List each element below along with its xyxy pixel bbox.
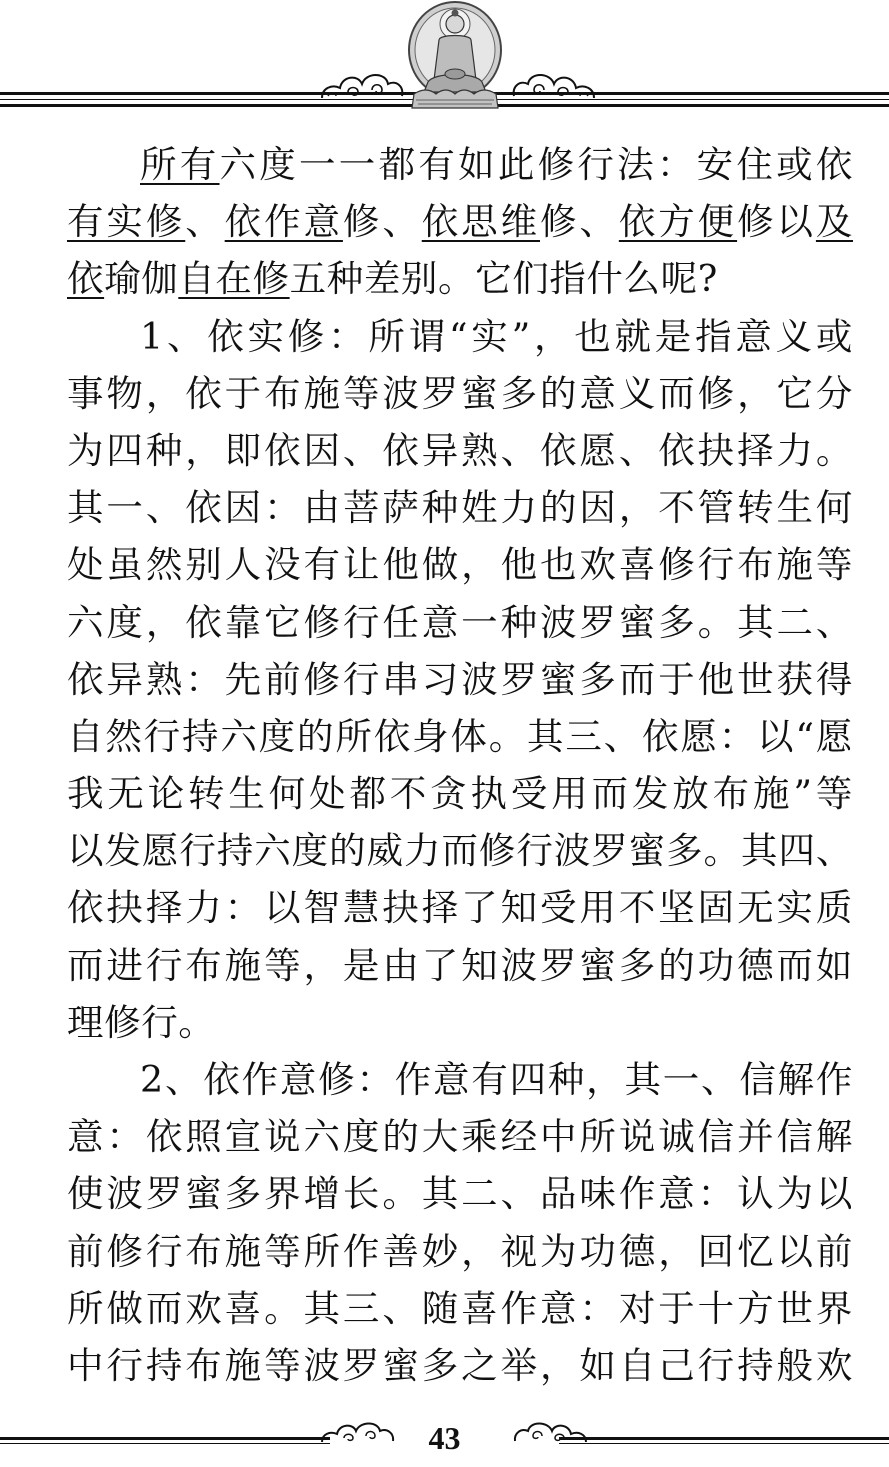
text-line <box>67 822 853 879</box>
underlined-phrase: 依方便 <box>618 200 738 244</box>
text-line <box>67 1223 853 1280</box>
underlined-phrase: 有实修 <box>67 200 186 244</box>
text-line <box>67 708 853 765</box>
text-line <box>67 879 853 936</box>
text-segment: 六度，依靠它修行任意一种波罗蜜多。其二、 <box>67 600 853 644</box>
text-line <box>67 136 853 193</box>
text-segment: 我无论转生何处都不贪执受用而发放布施”等 <box>67 772 853 816</box>
text-segment: 为四种，即依因、依异熟、依愿、依抉择力。 <box>67 428 853 472</box>
text-segment: 自然行持六度的所依身体。其三、依愿：以“愿 <box>67 714 853 758</box>
text-segment: 五种差别。它们指什么呢? <box>289 257 718 301</box>
seated-buddha-emblem-icon <box>406 0 504 112</box>
text-segment: 瑜伽 <box>104 257 179 301</box>
text-line <box>67 479 853 536</box>
underlined-phrase: 依思维 <box>421 200 540 244</box>
text-line <box>67 594 853 651</box>
underlined-phrase: 依作意 <box>224 200 343 244</box>
text-line <box>67 536 853 593</box>
text-segment: 中行持布施等波罗蜜多之举，如自己行持般欢 <box>67 1343 853 1387</box>
text-line <box>67 308 853 365</box>
text-line <box>67 1051 853 1108</box>
underlined-phrase: 依 <box>67 257 105 301</box>
text-segment: 而进行布施等，是由了知波罗蜜多的功德而如 <box>67 943 853 987</box>
text-line <box>67 250 853 307</box>
text-segment: 使波罗蜜多界增长。其二、品味作意：认为以 <box>67 1172 853 1216</box>
text-segment: 修、 <box>342 200 422 244</box>
text-line <box>67 651 853 708</box>
text-line <box>67 193 853 250</box>
text-segment: 事物，依于布施等波罗蜜多的意义而修，它分 <box>67 371 853 415</box>
text-segment: 修、 <box>540 200 619 244</box>
underlined-phrase: 自在修 <box>178 257 290 301</box>
page-number: 43 <box>428 1420 461 1456</box>
text-segment: 1、依实修：所谓“实”，也就是指意义或 <box>140 314 853 358</box>
footer-cloud-right-icon <box>510 1416 590 1446</box>
text-segment: 、 <box>185 200 225 244</box>
text-line <box>67 1165 853 1222</box>
text-segment: 以发愿行持六度的威力而修行波罗蜜多。其四、 <box>67 829 853 873</box>
text-segment: 理修行。 <box>67 1000 216 1044</box>
underlined-phrase: 及 <box>815 200 854 244</box>
cloud-ornament-left-icon <box>318 66 406 102</box>
text-segment: 依抉择力：以智慧抉择了知受用不坚固无实质 <box>67 886 853 930</box>
text-segment: 前修行布施等所作善妙，视为功德，回忆以前 <box>67 1229 853 1273</box>
underlined-phrase: 所有 <box>140 143 220 186</box>
text-segment: 意：依照宣说六度的大乘经中所说诚信并信解 <box>67 1115 853 1159</box>
text-segment: 六度一一都有如此修行法：安住或依 <box>219 143 854 186</box>
cloud-ornament-right-icon <box>510 66 598 102</box>
text-line <box>67 1280 853 1337</box>
text-segment: 处虽然别人没有让他做，他也欢喜修行布施等 <box>67 543 853 587</box>
text-line <box>67 365 853 422</box>
text-segment: 2、依作意修：作意有四种，其一、信解作 <box>140 1058 853 1101</box>
text-segment: 依异熟：先前修行串习波罗蜜多而于他世获得 <box>67 657 853 701</box>
text-line <box>67 765 853 822</box>
text-line <box>67 994 853 1051</box>
body-text <box>67 136 853 1394</box>
text-segment: 所做而欢喜。其三、随喜作意：对于十方世界 <box>67 1286 853 1330</box>
text-line <box>67 937 853 994</box>
text-segment: 修以 <box>737 200 816 244</box>
text-segment: 其一、依因：由菩萨种姓力的因，不管转生何 <box>67 486 853 530</box>
text-line <box>67 422 853 479</box>
text-line <box>67 1108 853 1165</box>
text-line <box>67 1337 853 1394</box>
